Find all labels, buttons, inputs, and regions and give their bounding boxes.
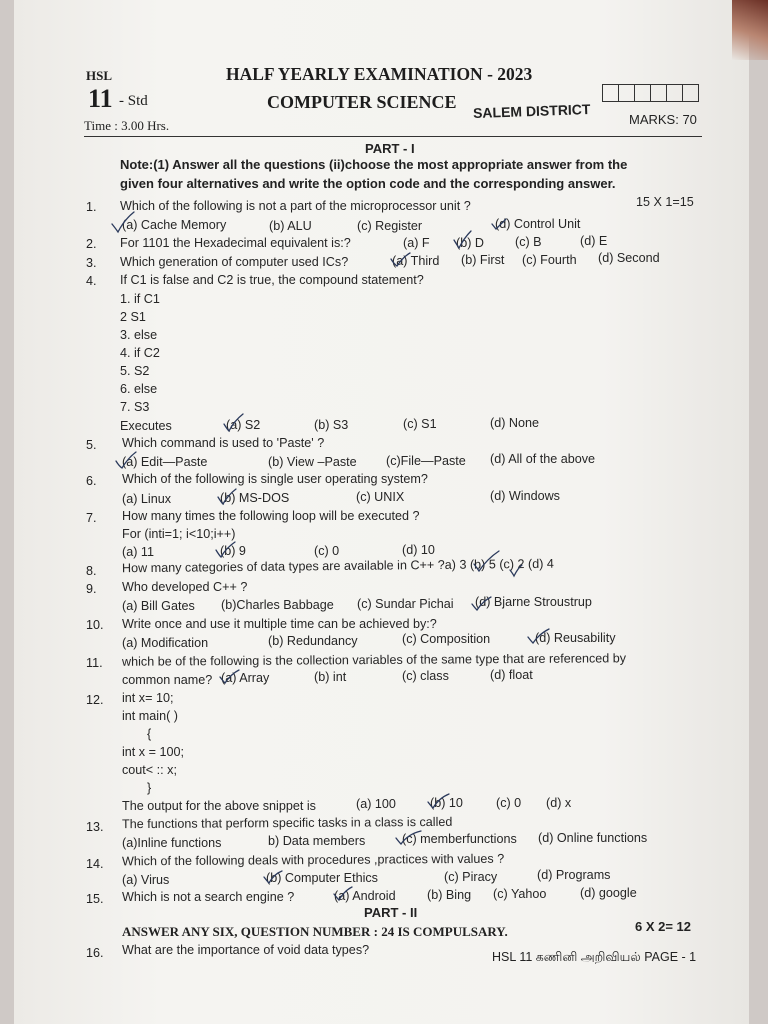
question-text: Which of the following deals with procedures ,practices with values ? [121,851,505,869]
code-line: } [147,781,152,795]
code-line: int main( ) [122,709,178,723]
option-b: (b) D [456,236,484,250]
option-b: (b) 9 [220,544,246,558]
option-d: (d) Windows [490,489,560,503]
question-number: 5. [86,438,97,452]
tick-mark [428,794,449,808]
option-c: (c)File—Paste [386,454,466,468]
code-line: 2 S1 [120,310,146,324]
option-b: (b) Computer Ethics [266,871,378,885]
option-d: (d) 10 [402,543,435,557]
question-text: For 1101 the Hexadecimal equivalent is:? [120,236,351,250]
question-text: Who developed C++ ? [122,580,248,594]
option-d: (d) All of the above [490,452,596,466]
tick-mark [472,597,491,610]
code-line: int x= 10; [122,691,174,705]
tick-mark [396,831,421,844]
option-c: (c) UNIX [356,490,405,504]
question-number: 9. [86,582,97,596]
option-a: (a)Inline functions [122,836,222,850]
option-b: (b) S3 [314,418,349,432]
option-c: (c) memberfunctions [402,832,517,846]
option-c: (c) Fourth [522,253,577,267]
option-b: (b) 10 [430,796,463,810]
option-c: (c) Piracy [444,870,498,884]
subject-title: COMPUTER SCIENCE [267,92,457,112]
question-text: How many times the following loop will be executed ? [122,509,420,523]
option-a: (a) Modification [122,636,209,650]
option-c: (c) 0 [496,796,522,810]
std-number: 11 [88,84,113,113]
option-c: (c) 0 [314,544,340,558]
code-line: cout< :: x; [122,763,177,777]
tick-mark [454,231,471,248]
question-text: What are the importance of void data types? [122,943,370,957]
question-number: 4. [86,274,97,288]
option-d: (d) None [490,416,539,430]
question-text-cont: common name? [122,673,213,687]
question-number: 10. [86,618,104,632]
tick-mark [220,670,239,683]
question-number: 6. [86,474,97,488]
option-b: (b) View –Paste [268,455,357,469]
option-a: (a) F [403,236,430,250]
code-line: 5. S2 [120,364,150,378]
option-b: (b) MS-DOS [220,491,290,505]
option-a: (a) Array [221,671,270,685]
option-c: (c) Composition [402,632,491,646]
option-b: (b) Bing [427,888,472,902]
option-d: (d) Online functions [538,831,648,845]
district-name: SALEM DISTRICT [472,100,591,122]
code-line: { [147,727,152,741]
question-number: 7. [86,511,97,525]
question-number: 14. [86,857,104,871]
question-text: The functions that perform specific tasks in a class is called [121,814,453,832]
question-text: How many categories of data types are available in C++ ?a) 3 (b) 5 (c) 2 (d) 4 [121,556,554,576]
std-suffix: - Std [119,93,148,109]
part2-heading: PART - II [364,905,418,920]
code-line: int x = 100; [122,745,184,759]
question-number: 1. [86,200,97,214]
question-text: Which of the following is single user operating system? [122,472,428,486]
option-a: (a) Android [334,889,396,903]
question-text: Which command is used to 'Paste' ? [122,436,325,450]
question-number: 11. [86,656,103,670]
tick-mark [510,565,522,576]
total-marks: MARKS: 70 [629,112,697,127]
tick-mark [391,253,410,266]
part1-note-line2: given four alternatives and write the option code and the corresponding answer. [120,176,616,191]
question-number: 13. [86,820,104,834]
option-a: (a) 100 [356,797,396,811]
option-b: (b) int [314,670,347,684]
option-d: (d) Reusability [535,631,616,645]
tick-mark [112,212,134,232]
option-d: (d) Second [598,251,660,265]
code-line: For (inti=1; i<10;i++) [122,527,236,541]
part1-heading: PART - I [365,141,415,156]
tick-mark [218,489,236,504]
option-c: (c) Register [357,219,423,233]
part1-marks: 15 X 1=15 [636,195,694,209]
exam-title: HALF YEARLY EXAMINATION - 2023 [226,64,533,84]
option-a: (a) S2 [226,418,261,432]
question-text: The output for the above snippet is [122,799,316,813]
part2-marks: 6 X 2= 12 [635,919,692,934]
question-text: which be of the following is the collection variables of the same type that are referenced by [121,651,627,669]
option-b: (b) ALU [269,219,312,233]
options-label: Executes [120,419,172,433]
option-c: (c) B [515,235,542,249]
option-c: (c) S1 [403,417,437,431]
option-a: (a) Cache Memory [122,218,227,232]
option-c: (c) class [402,669,449,683]
question-text: If C1 is false and C2 is true, the compound statement? [120,273,424,287]
exam-time: Time : 3.00 Hrs. [84,118,170,133]
school-code: HSL [86,68,113,83]
code-line: 1. if C1 [120,292,160,306]
code-line: 6. else [120,382,158,396]
question-number: 8. [86,564,97,578]
code-line: 4. if C2 [120,346,160,360]
option-a: (a) Linux [122,492,171,506]
option-d: (d) Bjarne Stroustrup [475,595,592,609]
tick-mark [474,551,499,571]
tick-mark [528,629,549,643]
tick-mark [492,219,506,229]
question-text: Write once and use it multiple time can be achieved by:? [122,617,437,631]
option-a: (a) Edit—Paste [122,455,208,469]
question-text: Which generation of computer used ICs? [120,255,349,269]
page-footer: HSL 11 கணினி அறிவியல் PAGE - 1 [492,950,697,964]
option-d: (d) x [546,796,572,810]
option-d: (d) google [580,886,637,900]
option-c: (c) Yahoo [493,887,547,901]
tick-mark [116,452,136,468]
question-number: 12. [86,693,104,707]
option-c: (c) Sundar Pichai [357,597,454,611]
question-number: 2. [86,237,97,251]
option-a: (a) Virus [122,873,170,887]
part2-instruction: ANSWER ANY SIX, QUESTION NUMBER : 24 IS COMPULSARY. [122,924,508,939]
question-number: 3. [86,256,97,270]
question-number: 16. [86,946,104,960]
tick-mark [224,414,243,431]
option-b: (b) First [461,253,505,267]
question-number: 15. [86,892,104,906]
option-b: (b)Charles Babbage [221,598,334,612]
tick-mark [264,871,282,883]
option-a: (a) Third [392,254,440,268]
option-d: (d) E [580,234,608,248]
code-line: 3. else [120,328,158,342]
option-b: b) Data members [268,834,366,848]
option-b: (b) Redundancy [268,634,358,648]
code-line: 7. S3 [120,400,150,414]
tick-mark [334,887,352,900]
option-a: (a) 11 [122,545,154,559]
question-text: Which of the following is not a part of the microprocessor unit ? [120,199,471,213]
part1-note-line1: Note:(1) Answer all the questions (ii)choose the most appropriate answer from the [120,157,628,172]
option-d: (d) float [490,668,533,682]
option-d: (d) Programs [537,868,611,882]
question-text: Which is not a search engine ? [122,890,295,904]
option-d: (d) Control Unit [495,217,581,231]
tick-mark [216,542,235,557]
option-a: (a) Bill Gates [122,599,195,613]
